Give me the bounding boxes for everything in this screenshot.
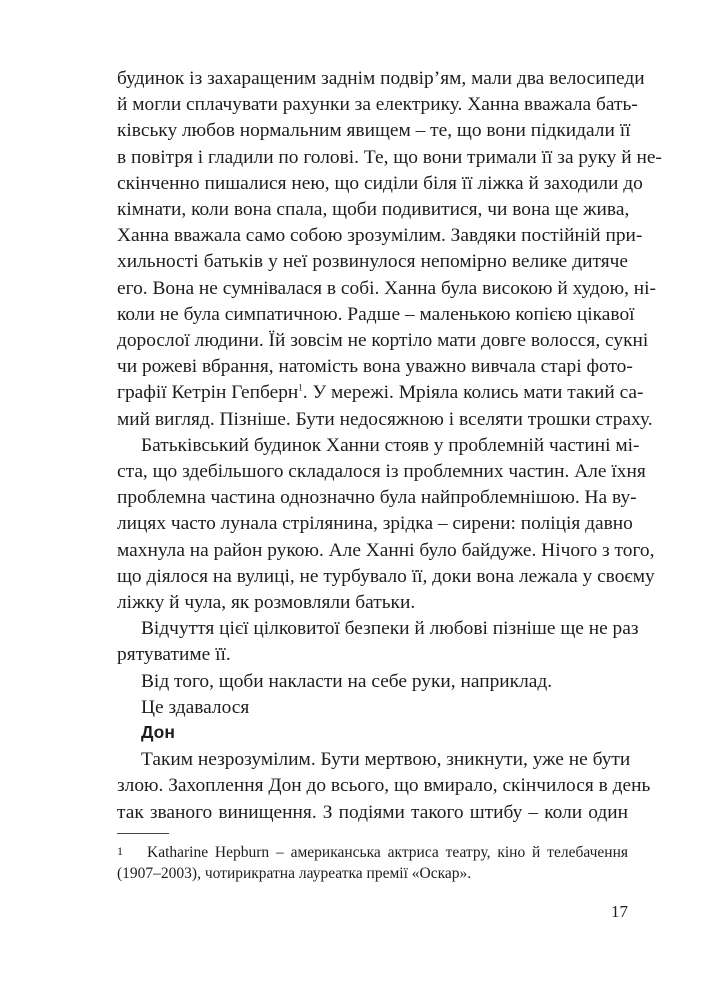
text-line-with-footnote — [117, 382, 644, 404]
footnote-reference: 1 — [298, 382, 303, 393]
text-line: що діялося на вулиці, не турбувало її, доки вона лежала у своєму — [117, 565, 655, 587]
text-line: в повітря і гладили по голові. Те, що вони тримали її за руку й не- — [117, 146, 662, 168]
text-segment: . У мережі. Мріяла колись мати такий са- — [302, 382, 644, 404]
text-line: скінченно пишалися нею, що сиділи біля її ліжка й заходили до — [117, 172, 643, 194]
text-line: кімнати, коли вона спала, щоби подивитися, чи вона ще жива, — [117, 199, 630, 220]
text-line: лицях часто лунала стрілянина, зрідка – сирени: поліція давно — [117, 513, 633, 535]
text-line: чи рожеві вбрання, натомість вона уважно вивчала старі фото- — [117, 356, 633, 378]
text-line: рятуватиме її. — [117, 644, 231, 666]
text-line: махнула на район рукою. Але Ханні було байдуже. Нічого з того, — [117, 539, 655, 561]
text-segment: графії Кетрін Гепберн — [117, 382, 299, 404]
text-line: мий вигляд. Пізніше. Бути недосяжною і вселяти трошки страху. — [117, 408, 653, 430]
text-line: Від того, щоби накласти на себе руки, наприклад. — [141, 670, 553, 692]
text-line: будинок із захаращеним заднім подвір’ям, мали два велосипеди — [117, 68, 645, 89]
footnote-text: Katharine Hepburn – американська актриса театру, кіно й телебачення — [147, 843, 628, 861]
footnote-divider — [117, 833, 169, 834]
text-line: злою. Захоплення Дон до всього, що вмирало, скінчилося в день — [117, 775, 651, 797]
page-number: 17 — [611, 901, 628, 921]
text-line: ліжку й чула, як розмовляли батьки. — [117, 592, 416, 613]
text-line: хильності батьків у неї розвинулося непомірно велике дитяче — [117, 251, 628, 273]
text-line: ківську любов нормальним явищем – те, що вони підкидали її — [117, 120, 631, 142]
text-line: й могли сплачувати рахунки за електрику. Ханна вважала бать- — [117, 94, 638, 116]
text-line: дорослої людини. Їй зовсім не кортіло мати довге волосся, сукні — [117, 330, 649, 351]
text-line: Відчуття цієї цілковитої безпеки й любові пізніше ще не раз — [141, 618, 639, 640]
text-line: коли не була симпатичною. Радше – маленькою копією цікавої — [117, 303, 635, 325]
text-line: его. Вона не сумнівалася в собі. Ханна була високою й худою, ні- — [117, 277, 657, 299]
text-line: Ханна вважала само собою зрозумілим. Завдяки постійній при- — [117, 225, 643, 247]
text-line: проблемна частина однозначно була найпроблемнішою. На ву- — [117, 487, 637, 509]
text-line: ста, що здебільшого складалося із проблемних частин. Але їхня — [117, 461, 646, 482]
speaker-heading: Дон — [141, 722, 175, 742]
footnote-text: (1907–2003), чотирикратна лауреатка премії «Оскар». — [117, 864, 472, 882]
footnote-number: 1 — [117, 843, 123, 858]
text-line: так званого винищення. З подіями такого штибу – коли один — [117, 801, 628, 823]
text-line: Це здавалося — [141, 696, 250, 718]
text-line: Таким незрозумілим. Бути мертвою, зникнути, уже не бути — [141, 749, 631, 771]
text-line: Батьківський будинок Ханни стояв у проблемній частині мі- — [141, 434, 640, 456]
